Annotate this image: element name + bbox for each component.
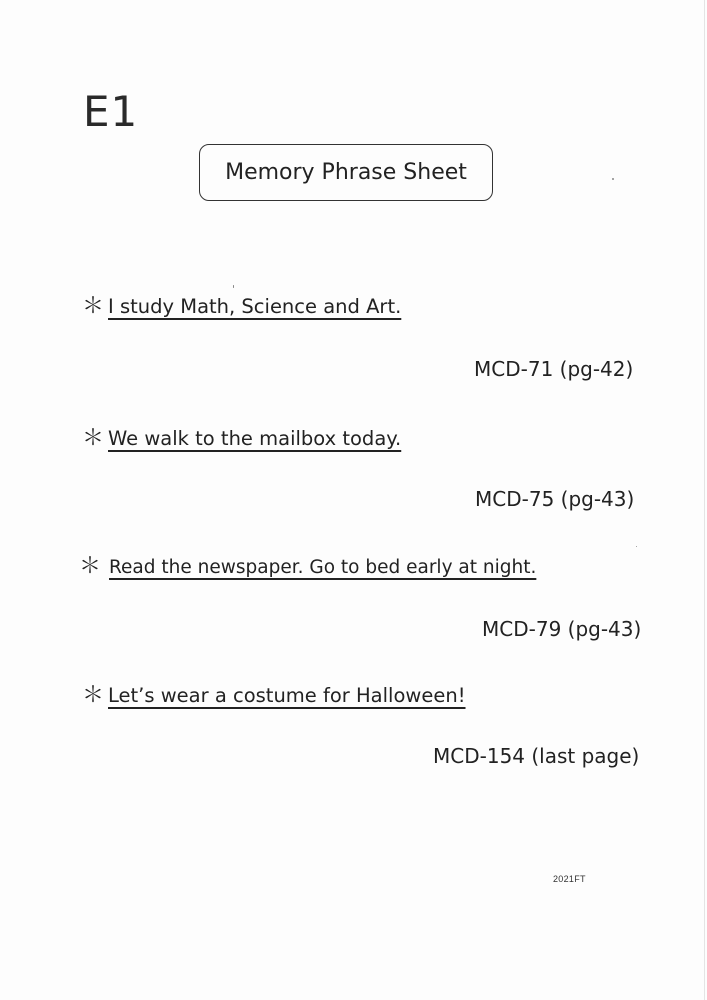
scan-speck xyxy=(636,546,637,547)
phrase-reference: MCD-79 (pg-43) xyxy=(482,617,642,641)
phrase-item-3 xyxy=(79,549,536,580)
bullet-asterisk: ＊ xyxy=(82,426,105,451)
page-edge xyxy=(704,0,705,1000)
title-box xyxy=(199,144,493,201)
phrase-text: Read the newspaper. Go to bed early at night. xyxy=(109,557,537,578)
phrase-text: I study Math, Science and Art. xyxy=(108,295,402,318)
phrase-reference: MCD-154 (last page) xyxy=(433,744,640,768)
bullet-asterisk: ＊ xyxy=(82,683,105,708)
sheet-title: Memory Phrase Sheet xyxy=(225,160,467,185)
bullet-asterisk: ＊ xyxy=(82,294,105,319)
phrase-item-1 xyxy=(82,289,401,320)
level-label: E1 xyxy=(83,87,139,136)
phrase-text: Let’s wear a costume for Halloween! xyxy=(108,684,466,707)
phrase-item-2 xyxy=(82,421,401,452)
scan-speck xyxy=(233,285,234,288)
phrase-item-4 xyxy=(82,678,466,709)
phrase-text: We walk to the mailbox today. xyxy=(108,427,402,450)
phrase-reference: MCD-75 (pg-43) xyxy=(475,487,635,511)
scan-speck xyxy=(612,178,614,180)
bullet-asterisk: ＊ xyxy=(79,554,102,579)
phrase-reference: MCD-71 (pg-42) xyxy=(474,357,634,381)
footer-code: 2021FT xyxy=(553,874,586,884)
